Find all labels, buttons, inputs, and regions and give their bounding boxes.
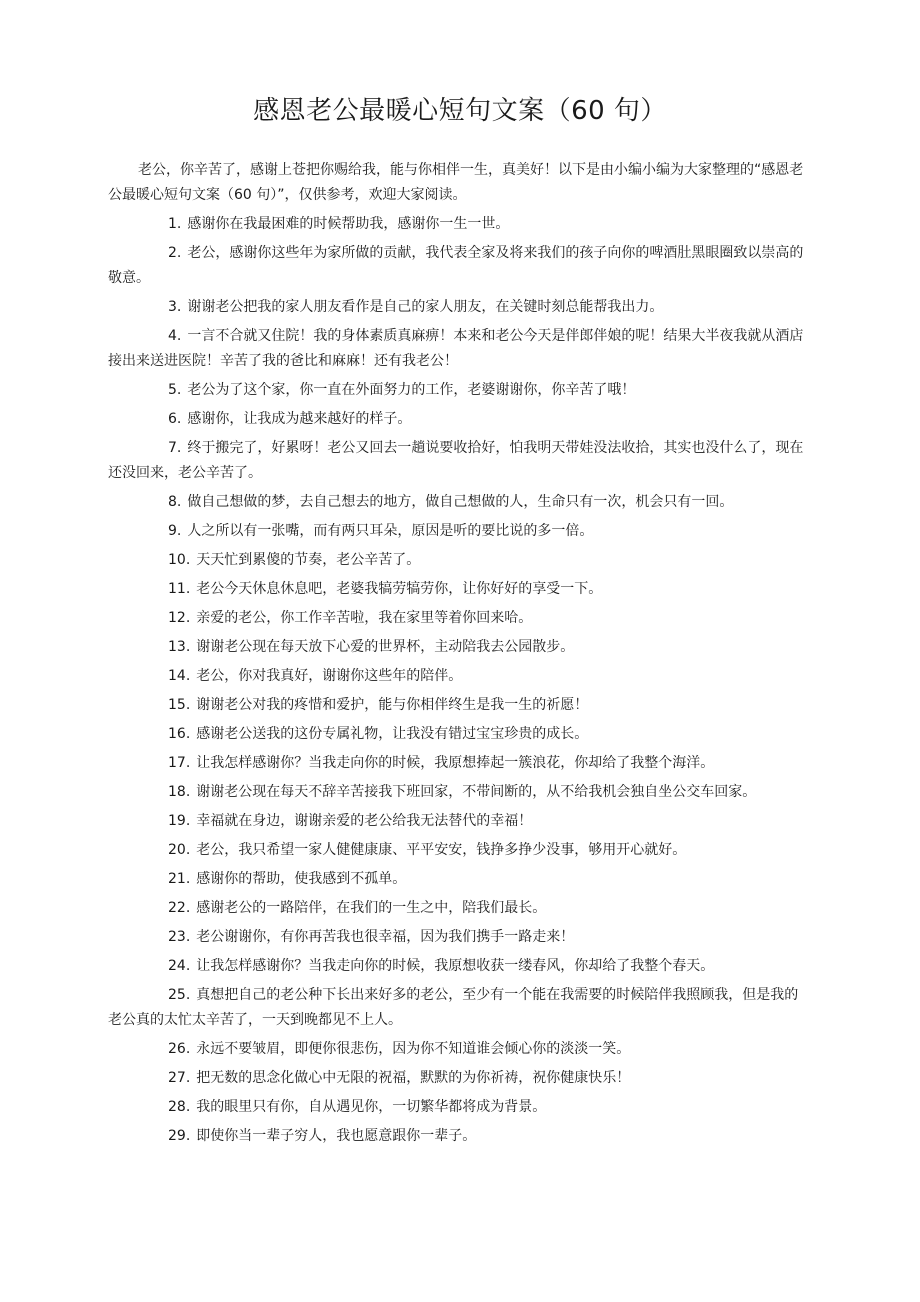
quote-number: 27. <box>168 1070 191 1086</box>
quote-text: 老公，我只希望一家人健健康康、平平安安，钱挣多挣少没事，够用开心就好。 <box>196 842 687 858</box>
quote-item <box>108 407 808 432</box>
quote-item <box>108 954 808 979</box>
quote-text: 感谢你的帮助，使我感到不孤单。 <box>196 871 407 887</box>
quote-number: 19. <box>168 813 191 829</box>
quote-item <box>108 378 808 403</box>
quote-number: 15. <box>168 697 191 713</box>
quote-number: 11. <box>168 581 191 597</box>
quote-item <box>108 722 808 747</box>
quote-number: 22. <box>168 900 191 916</box>
quote-text: 让我怎样感谢你？当我走向你的时候，我原想收获一缕春风，你却给了我整个春天。 <box>196 958 715 974</box>
quote-text: 把无数的思念化做心中无限的祝福，默默的为你祈祷，祝你健康快乐！ <box>196 1070 631 1086</box>
quote-text: 终于搬完了，好累呀！老公又回去一趟说要收拾好，怕我明天带娃没法收拾，其实也没什么了，现在还没回来，老公辛苦了。 <box>108 440 804 481</box>
quote-number: 10. <box>168 552 191 568</box>
quote-item <box>108 635 808 660</box>
quote-text: 老公，感谢你这些年为家所做的贡献，我代表全家及将来我们的孩子向你的啤酒肚黑眼圈致以崇高的敬意。 <box>108 245 804 286</box>
quote-item <box>108 1066 808 1091</box>
quote-item <box>108 1124 808 1149</box>
quote-number: 3. <box>168 299 182 315</box>
quote-item <box>108 1037 808 1062</box>
quote-number: 16. <box>168 726 191 742</box>
quote-text: 感谢老公的一路陪伴，在我们的一生之中，陪我们最长。 <box>196 900 547 916</box>
intro-paragraph: 老公，你辛苦了，感谢上苍把你赐给我，能与你相伴一生，真美好！以下是由小编小编为大家整理的“感恩老公最暖心短句文案（60 句）”，仅供参考，欢迎大家阅读。 <box>108 162 804 203</box>
quote-text: 谢谢老公现在每天不辞辛苦接我下班回家，不带间断的，从不给我机会独自坐公交车回家。 <box>196 784 757 800</box>
quote-item <box>108 324 808 374</box>
quote-text: 谢谢老公把我的家人朋友看作是自己的家人朋友，在关键时刻总能帮我出力。 <box>187 299 664 315</box>
quote-number: 7. <box>168 440 182 456</box>
quote-text: 让我怎样感谢你？当我走向你的时候，我原想捧起一簇浪花，你却给了我整个海洋。 <box>196 755 715 771</box>
quote-number: 23. <box>168 929 191 945</box>
quote-item <box>108 548 808 573</box>
quote-item <box>108 925 808 950</box>
quote-item <box>108 983 808 1033</box>
quote-text: 真想把自己的老公种下长出来好多的老公，至少有一个能在我需要的时候陪伴我照顾我，但是我的老公真的太忙太辛苦了，一天到晚都见不上人。 <box>108 987 799 1028</box>
quote-item <box>108 212 808 237</box>
quote-item <box>108 896 808 921</box>
quote-number: 12. <box>168 610 191 626</box>
quote-text: 感谢老公送我的这份专属礼物，让我没有错过宝宝珍贵的成长。 <box>196 726 589 742</box>
quote-number: 20. <box>168 842 191 858</box>
quote-text: 老公为了这个家，你一直在外面努力的工作，老婆谢谢你，你辛苦了哦！ <box>187 382 636 398</box>
quote-number: 29. <box>168 1128 191 1144</box>
document-body <box>108 158 808 1153</box>
quote-text: 老公，你对我真好，谢谢你这些年的陪伴。 <box>196 668 463 684</box>
quote-item <box>108 1095 808 1120</box>
quote-item <box>108 577 808 602</box>
quote-number: 2. <box>168 245 182 261</box>
quote-item <box>108 664 808 689</box>
quote-text: 一言不合就又住院！我的身体素质真麻痹！本来和老公今天是伴郎伴娘的呢！结果大半夜我就从酒店接出来送进医院！辛苦了我的爸比和麻麻！还有我老公！ <box>108 328 804 369</box>
quote-item <box>108 751 808 776</box>
quote-text: 幸福就在身边，谢谢亲爱的老公给我无法替代的幸福！ <box>196 813 533 829</box>
quote-number: 5. <box>168 382 182 398</box>
quote-item <box>108 693 808 718</box>
quote-number: 6. <box>168 411 182 427</box>
quote-item <box>108 606 808 631</box>
quote-number: 25. <box>168 987 191 1003</box>
quote-number: 17. <box>168 755 191 771</box>
quote-item <box>108 436 808 486</box>
quote-item <box>108 241 808 291</box>
quote-text: 感谢你，让我成为越来越好的样子。 <box>187 411 412 427</box>
quote-text: 感谢你在我最困难的时候帮助我，感谢你一生一世。 <box>187 216 510 232</box>
quote-number: 21. <box>168 871 191 887</box>
quote-item <box>108 490 808 515</box>
quote-text: 老公今天休息休息吧，老婆我犒劳犒劳你，让你好好的享受一下。 <box>196 581 603 597</box>
quote-number: 28. <box>168 1099 191 1115</box>
quote-number: 13. <box>168 639 191 655</box>
quote-number: 9. <box>168 523 182 539</box>
quote-item <box>108 838 808 863</box>
quote-list <box>108 212 808 1149</box>
quote-number: 26. <box>168 1041 191 1057</box>
quote-text: 永远不要皱眉，即便你很悲伤，因为你不知道谁会倾心你的淡淡一笑。 <box>196 1041 631 1057</box>
quote-number: 14. <box>168 668 191 684</box>
quote-text: 亲爱的老公，你工作辛苦啦，我在家里等着你回来哈。 <box>196 610 533 626</box>
quote-number: 24. <box>168 958 191 974</box>
quote-item <box>108 295 808 320</box>
quote-item <box>108 867 808 892</box>
quote-text: 我的眼里只有你，自从遇见你，一切繁华都将成为背景。 <box>196 1099 547 1115</box>
quote-item <box>108 809 808 834</box>
quote-number: 1. <box>168 216 182 232</box>
quote-number: 18. <box>168 784 191 800</box>
quote-text: 天天忙到累傻的节奏，老公辛苦了。 <box>196 552 421 568</box>
quote-number: 4. <box>168 328 182 344</box>
quote-text: 人之所以有一张嘴，而有两只耳朵，原因是听的要比说的多一倍。 <box>187 523 594 539</box>
quote-text: 谢谢老公对我的疼惜和爱护，能与你相伴终生是我一生的祈愿！ <box>196 697 589 713</box>
quote-text: 做自己想做的梦，去自己想去的地方，做自己想做的人，生命只有一次，机会只有一回。 <box>187 494 734 510</box>
quote-text: 即使你当一辈子穷人，我也愿意跟你一辈子。 <box>196 1128 477 1144</box>
quote-number: 8. <box>168 494 182 510</box>
quote-text: 谢谢老公现在每天放下心爱的世界杯，主动陪我去公园散步。 <box>196 639 575 655</box>
quote-item <box>108 519 808 544</box>
quote-text: 老公谢谢你，有你再苦我也很幸福，因为我们携手一路走来！ <box>196 929 575 945</box>
document-title: 感恩老公最暖心短句文案（60 句） <box>253 96 667 126</box>
quote-item <box>108 780 808 805</box>
